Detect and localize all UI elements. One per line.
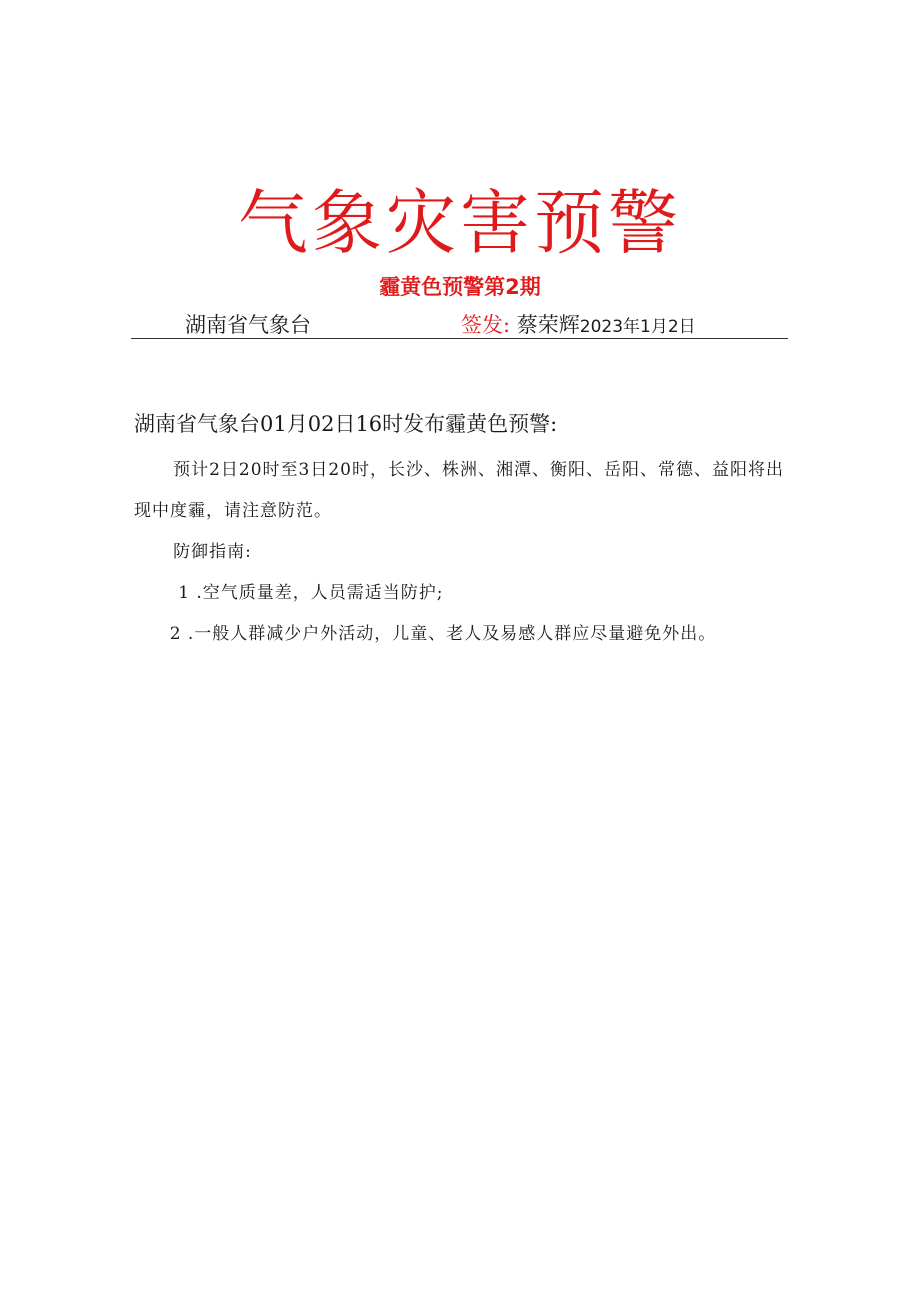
lead-sentence: 湖南省气象台01月02日16时发布霾黄色预警: xyxy=(134,412,558,436)
header-divider xyxy=(131,338,788,339)
guide-item: 1 .空气质量差，人员需适当防护; xyxy=(178,583,444,603)
forecast-paragraph: 预计2日20时至3日20时，长沙、株洲、湘潭、衡阳、岳阳、常德、益阳将出现中度霾，请注意防范。 xyxy=(134,460,784,521)
signer-name: 蔡荣辉 xyxy=(516,313,580,337)
warning-subtitle: 霾黄色预警第2期 xyxy=(379,275,541,299)
document-body xyxy=(134,408,786,655)
document-title: 气象灾害预警 xyxy=(238,182,682,264)
sign-label: 签发: xyxy=(461,313,511,337)
issuer-row xyxy=(131,310,788,340)
guide-item: 2 .一般人群减少户外活动，儿童、老人及易感人群应尽量避免外出。 xyxy=(169,624,717,644)
guide-title: 防御指南: xyxy=(173,542,252,562)
issue-date: 2023年1月2日 xyxy=(579,317,696,337)
issuer-name: 湖南省气象台 xyxy=(185,313,311,337)
